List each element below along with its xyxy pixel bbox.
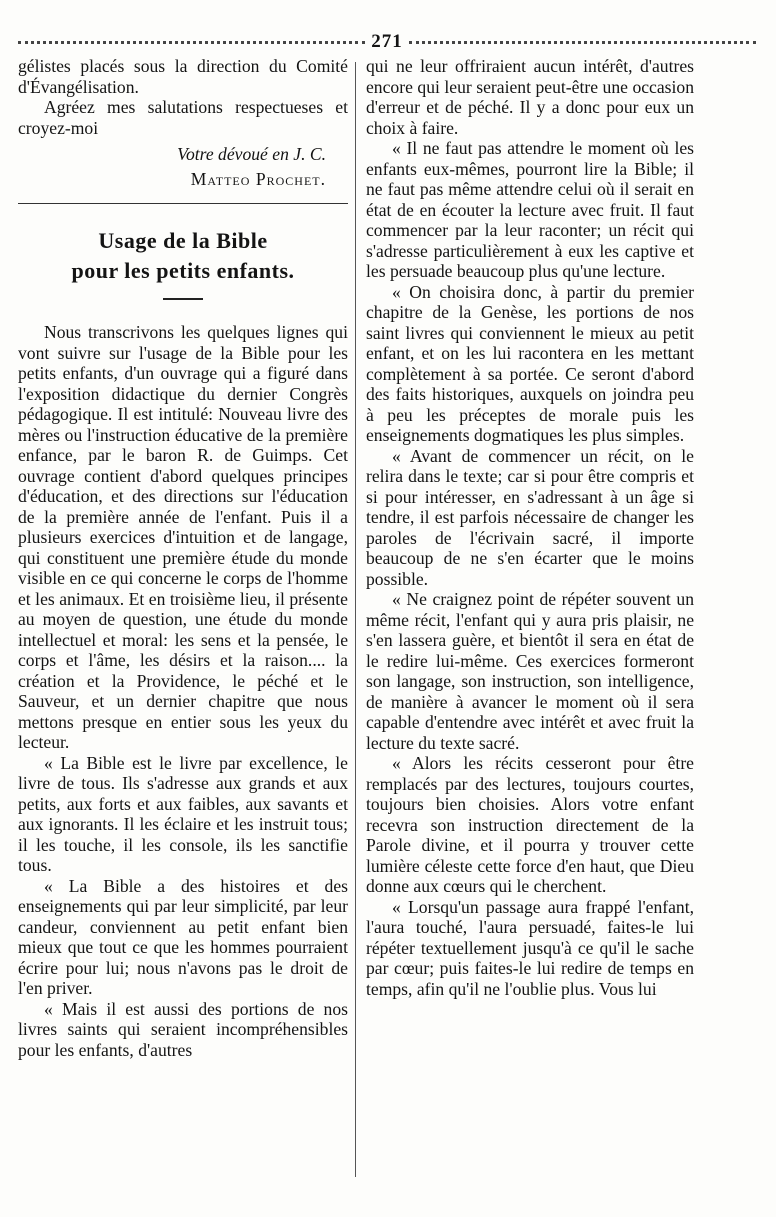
- page-number: 271: [371, 31, 403, 52]
- paragraph: « Ne craignez point de répéter souvent un même récit, l'enfant qui y aura pris plaisir, ne s'en lassera guère, et bientôt il sera en état de le redire lui-même. Ces exercices formeront son langage, son instruction, son intelligence, de manière à avancer le moment où il sera capable d'entendre avec intérêt et avec fruit la lecture du texte sacré.: [366, 589, 694, 753]
- paragraph: « Il ne faut pas attendre le moment où les enfants eux-mêmes, pourront lire la Bible; il ne faut pas même attendre celui où il serait en état de en écouter la lecture avec fruit. Il faut commencer par la leur raconter; un récit qui s'adresse particulièrement à eux les captive et les persuade beaucoup plus qu'une lecture.: [366, 138, 694, 281]
- article-title-line-1: Usage de la Bible: [98, 228, 268, 253]
- right-column: [366, 56, 694, 1177]
- letter-end: gélistes placés sous la direction du Comité d'Évangélisation.: [18, 56, 348, 97]
- paragraph: « Alors les récits cesseront pour être remplacés par des lectures, toujours courtes, toujours bien choisies. Alors votre enfant recevra son instruction directement de la Parole divine, et il pourra y trouver cette lumière céleste cette force d'en haut, que Dieu donne aux cœurs qui le cherchent.: [366, 753, 694, 896]
- page-header: [18, 30, 756, 54]
- header-rule-left: [18, 41, 365, 44]
- article-title: [18, 226, 348, 286]
- paragraph: « On choisira donc, à partir du premier chapitre de la Genèse, les portions de nos saint livres qui conviennent le mieux au petit enfant, et on les lui racontera en les mettant complètement à sa portée. Ce seront d'abord des faits historiques, auxquels on joindra peu à peu les préceptes de morale puis les enseignements dogmatiques les plus simples.: [366, 281, 694, 445]
- paragraph: « Avant de commencer un récit, on le relira dans le texte; car si pour être compris et si pour intéresser, en s'adressant à un âge si tendre, il est parfois nécessaire de changer les paroles de l'écrivain sacré, il importe beaucoup de ne s'en écarter que le moins possible.: [366, 445, 694, 589]
- paragraph: qui ne leur offriraient aucun intérêt, d'autres encore qui leur seraient peut-être une occasion d'erreur et de péché. Il y a donc pour eux un choix à faire.: [366, 56, 694, 138]
- section-separator: [18, 203, 348, 204]
- column-divider: [355, 62, 356, 1177]
- signature-line: Votre dévoué en J. C.: [177, 144, 326, 164]
- paragraph: « Mais il est aussi des portions de nos livres saints qui seraient incompréhensibles pour les enfants, d'autres: [18, 998, 348, 1060]
- title-rule: [163, 298, 203, 300]
- paragraph: « Lorsqu'un passage aura frappé l'enfant, l'aura touché, l'aura persuadé, faites-le lui répéter textuellement jusqu'à ce qu'il le sache par cœur; puis faites-le lui redire de temps en temps, afin qu'il ne l'oublie plus. Vous lui: [366, 896, 694, 999]
- paragraph: « La Bible est le livre par excellence, le livre de tous. Ils s'adresse aux grands et aux petits, aux forts et aux faibles, aux savants et aux ignorants. Il les éclaire et les instruit tous; il les touche, il les console, ils les sanctifie tous.: [18, 752, 348, 875]
- paragraph: Nous transcrivons les quelques lignes qui vont suivre sur l'usage de la Bible pour les petits enfants, d'un ouvrage qui a figuré dans l'exposition didactique du dernier Congrès pédagogique. Il est intitulé: Nouveau livre des mères ou l'instruction éducative de la première enfance, par le baron R. de Guimps. Cet ouvrage contient d'abord quelques principes d'éducation, et des directions sur l'éducation de la première année de l'enfant. Puis il a plusieurs exercices d'intuition et de langage, qui constituent une première étude du monde visible en ce qui concerne le corps de l'homme et les animaux. Et en troisième lieu, il présente au moyen de question, une étude du monde intellectuel et moral: les sens et la pensée, le corps et l'âme, les désirs et la raison.... la création et la Providence, le péché et le Sauveur, et un dernier chapitre que nous mettons presque en entier sous les yeux du lecteur.: [18, 322, 348, 752]
- paragraph: « La Bible a des histoires et des enseignements qui par leur simplicité, par leur candeur, conviennent au petit enfant bien mieux que tout ce que les hommes pourraient écrire pour lui; nous n'avons pas le droit de l'en priver.: [18, 875, 348, 998]
- header-rule-right: [409, 41, 756, 44]
- signature-name: Matteo Prochet.: [190, 168, 326, 189]
- left-column: [18, 56, 348, 1177]
- article-title-line-2: pour les petits enfants.: [71, 258, 295, 283]
- letter-closing: Agréez mes salutations respectueses et croyez-moi: [18, 97, 348, 138]
